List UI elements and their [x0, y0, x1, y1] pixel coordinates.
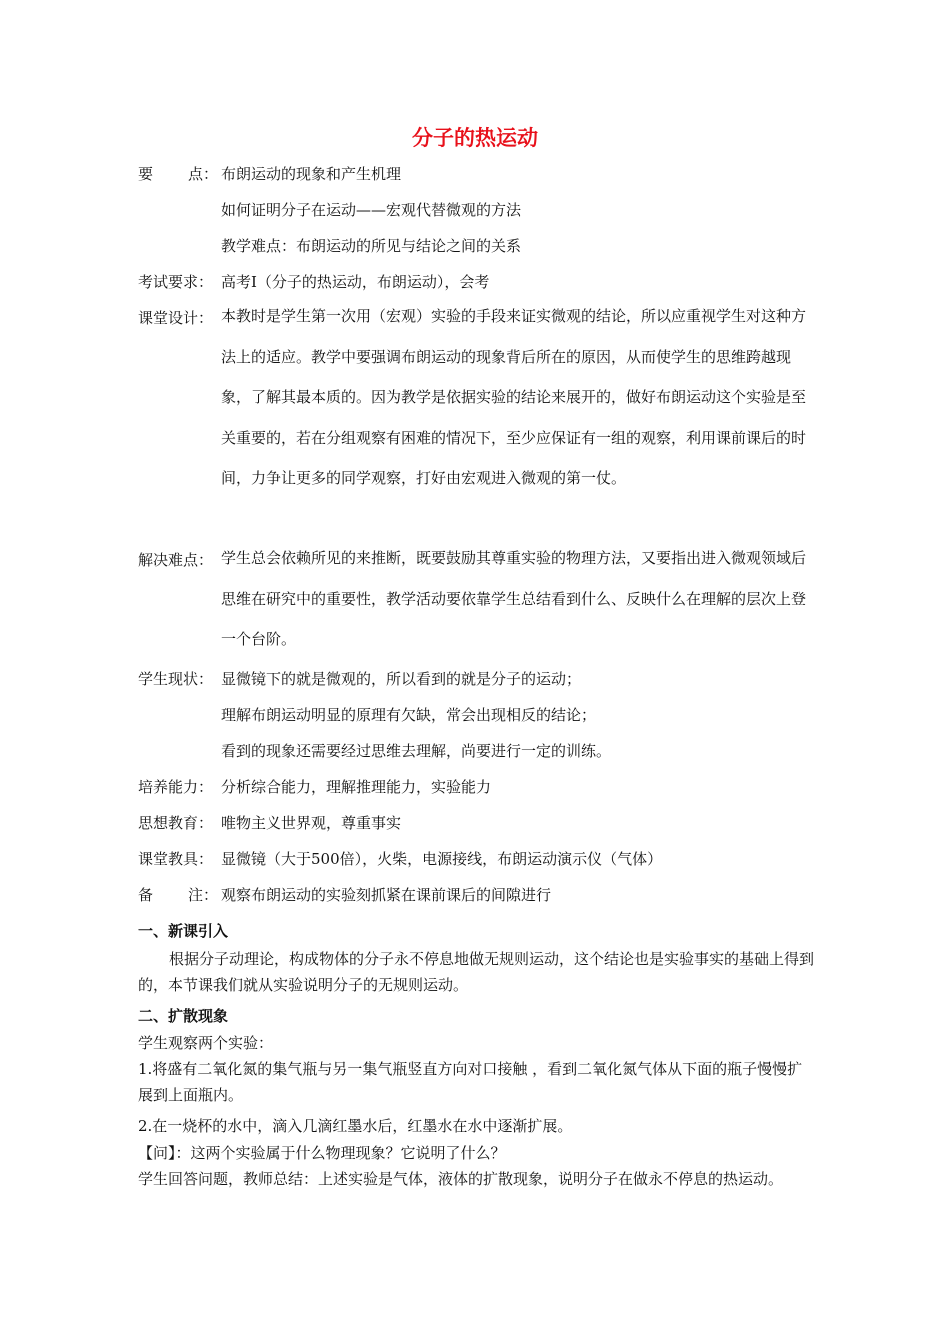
page-title: 分子的热运动 — [412, 126, 538, 150]
meta-label-xianzhuang: 学生现状： — [138, 670, 214, 688]
meta-label-kaoshi: 考试要求： — [138, 273, 214, 291]
kuosan-answer: 学生回答问题，教师总结：上述实验是气体，液体的扩散现象，说明分子在做永不停息的热运动。 — [138, 1170, 784, 1188]
meta-label-jiejue: 解决难点： — [138, 551, 214, 569]
meta-label-yaodian: 要 点： — [138, 165, 218, 183]
section-heading-kuosan: 二、扩散现象 — [138, 1007, 229, 1025]
xianzhuang-line-2: 理解布朗运动明显的原理有欠缺，常会出现相反的结论； — [221, 706, 597, 724]
yaodian-line-3: 教学难点：布朗运动的所见与结论之间的关系 — [221, 237, 522, 255]
beizhu-text: 观察布朗运动的实验刻抓紧在课前课后的间隙进行 — [221, 886, 552, 904]
xianzhuang-line-3: 看到的现象还需要经过思维去理解，尚要进行一定的训练。 — [221, 742, 612, 760]
meta-label-beizhu: 备 注： — [138, 886, 218, 904]
kuosan-intro: 学生观察两个实验： — [138, 1034, 274, 1052]
kuosan-item-1: 1.将盛有二氧化氮的集气瓶与另一集气瓶竖直方向对口接触 ，看到二氧化氮气体从下面的瓶子慢慢扩展到上面瓶内。 — [138, 1060, 803, 1104]
xianzhuang-line-1: 显微镜下的就是微观的，所以看到的就是分子的运动； — [221, 670, 582, 688]
meta-label-sixiang: 思想教育： — [138, 814, 214, 832]
jiaoju-text: 显微镜（大于500倍），火柴，电源接线，布朗运动演示仪（气体） — [221, 850, 663, 868]
jiejue-text: 学生总会依赖所见的来推断，既要鼓励其尊重实验的物理方法，又要指出进入微观领域后思维在研究中的重要性，教学活动要依靠学生总结看到什么、反映什么在理解的层次上登一个台阶。 — [221, 549, 807, 648]
section-heading-xinke: 一、新课引入 — [138, 922, 229, 940]
kuosan-question: 【问】：这两个实验属于什么物理现象？它说明了什么？ — [138, 1144, 506, 1162]
nengli-text: 分析综合能力，理解推理能力，实验能力 — [221, 778, 492, 796]
meta-label-nengli: 培养能力： — [138, 778, 214, 796]
meta-label-ketang-sheji: 课堂设计： — [138, 309, 214, 327]
kuosan-item-2: 2.在一烧杯的水中，滴入几滴红墨水后，红墨水在水中逐渐扩展。 — [138, 1117, 573, 1135]
meta-label-jiaoju: 课堂教具： — [138, 850, 214, 868]
yaodian-line-1: 布朗运动的现象和产生机理 — [221, 165, 402, 183]
section-xinke-paragraph: 根据分子动理论，构成物体的分子永不停息地做无规则运动，这个结论也是实验事实的基础上得到的，本节课我们就从实验说明分子的无规则运动。 — [138, 950, 815, 994]
yaodian-line-2: 如何证明分子在运动——宏观代替微观的方法 — [221, 201, 522, 219]
ketang-sheji-text: 本教时是学生第一次用（宏观）实验的手段来证实微观的结论，所以应重视学生对这种方法上的适应。教学中要强调布朗运动的现象背后所在的原因，从而使学生的思维跨越现象，了解其最本质的。因为教学是依据实验的结论来展开的，做好布朗运动这个实验是至关重要的，若在分组观察有困难的情况下，至少应保证有一组的观察，利用课前课后的时间，力争让更多的同学观察，打好由宏观进入微观的第一仗。 — [221, 307, 807, 487]
kaoshi-text: 高考Ⅰ（分子的热运动，布朗运动），会考 — [221, 273, 490, 291]
sixiang-text: 唯物主义世界观，尊重事实 — [221, 814, 402, 832]
